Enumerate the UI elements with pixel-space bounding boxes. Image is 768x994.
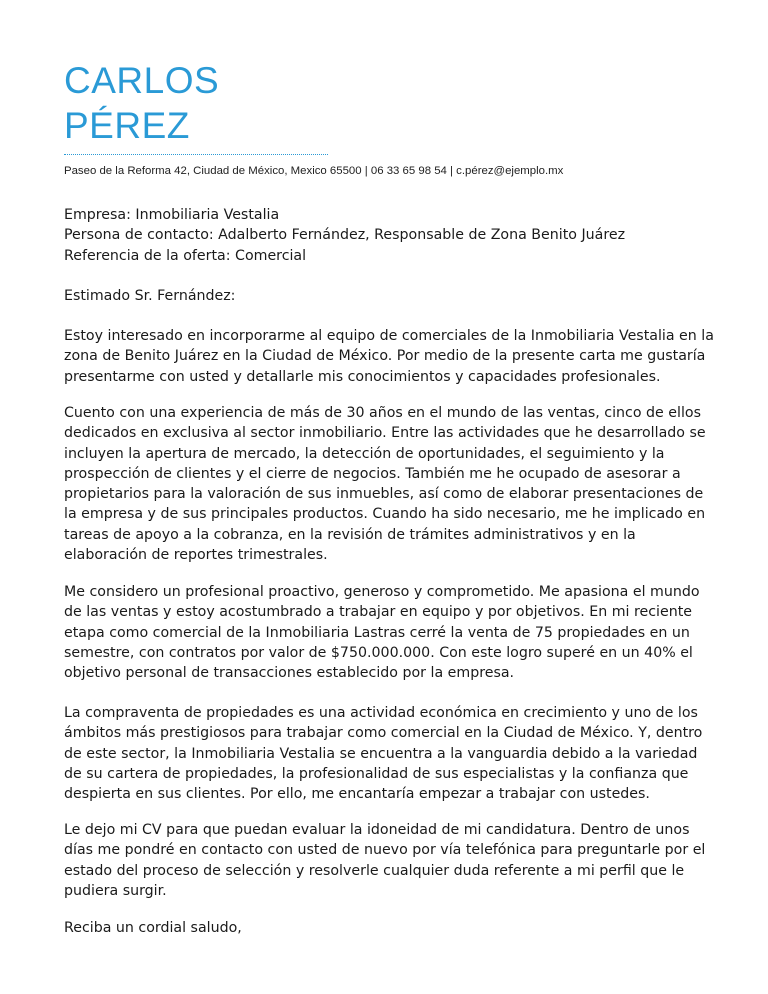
applicant-name bbox=[64, 58, 219, 148]
greeting: Estimado Sr. Fernández: bbox=[64, 288, 236, 304]
paragraph-line: Cuento con una experiencia de más de 30 años en el mundo de las ventas, cinco de ellos bbox=[64, 405, 701, 421]
paragraph-line: tareas de apoyo a la cobranza, en la revisión de trámites administrativos y en la bbox=[64, 526, 636, 543]
paragraph-line: semestre, con contratos por valor de $750.000.000. Con este logro superé en un 40% el bbox=[64, 644, 693, 661]
paragraph-line: de su cartera de propiedades, la profesionalidad de sus especialistas y la confianza que bbox=[64, 765, 689, 782]
contact-person-line: Persona de contacto: Adalberto Fernández, Responsable de Zona Benito Juárez bbox=[64, 227, 626, 244]
paragraph-line: etapa como comercial de la Inmobiliaria Lastras cerré la venta de 75 propiedades en un bbox=[64, 624, 690, 641]
contact-line: Paseo de la Reforma 42, Ciudad de México, Mexico 65500 | 06 33 65 98 54 | c.pérez@ejemplo.mx bbox=[64, 165, 564, 177]
paragraph-line: pudiera surgir. bbox=[64, 882, 167, 899]
paragraph-line: estado del proceso de selección y resolverle cualquier duda referente a mi perfil que le bbox=[64, 862, 685, 879]
paragraph-line: propietarios para la valoración de sus inmuebles, así como de elaborar presentaciones de bbox=[64, 486, 704, 503]
paragraph-line: Le dejo mi CV para que puedan evaluar la idoneidad de mi candidatura. Dentro de unos bbox=[64, 822, 690, 838]
paragraph-line: días me pondré en contacto con usted de nuevo por vía telefónica para preguntarle por el bbox=[64, 842, 706, 859]
body-paragraph-4 bbox=[64, 703, 714, 804]
company-line: Empresa: Inmobiliaria Vestalia bbox=[64, 207, 280, 223]
paragraph-line: la empresa y de sus principales productos. Cuando ha sido necesario, me he implicado en bbox=[64, 506, 706, 523]
paragraph-line: despierta en sus clientes. Por ello, me encantaría empezar a trabajar con ustedes. bbox=[64, 786, 650, 803]
recipient-details bbox=[64, 205, 714, 266]
header-divider bbox=[64, 154, 328, 155]
paragraph-line: elaboración de reportes trimestrales. bbox=[64, 547, 328, 564]
last-name: PÉREZ bbox=[64, 105, 190, 146]
paragraph-line: de este sector, la Inmobiliaria Vestalia se encuentra a la vanguardia debido a la variedad bbox=[64, 745, 698, 762]
paragraph-line: de las ventas y estoy acostumbrado a trabajar en equipo y por objetivos. En mi reciente bbox=[64, 604, 692, 621]
paragraph-line: presentarme con usted y detallarle mis conocimientos y capacidades profesionales. bbox=[64, 368, 661, 385]
paragraph-line: dedicados en exclusiva al sector inmobiliario. Entre las actividades que he desarrollado se bbox=[64, 425, 706, 442]
body-paragraph-1 bbox=[64, 326, 714, 387]
paragraph-line: ámbitos más prestigiosos para trabajar como comercial en la Ciudad de México. Y, dentro bbox=[64, 725, 703, 742]
body-paragraph-5 bbox=[64, 820, 714, 901]
paragraph-line: Estoy interesado en incorporarme al equipo de comerciales de la Inmobiliaria Vestalia en la bbox=[64, 328, 714, 344]
paragraph-line: prospección de clientes y el cierre de negocios. También me he ocupado de asesorar a bbox=[64, 465, 681, 482]
closing: Reciba un cordial saludo, bbox=[64, 920, 242, 936]
body-paragraph-3 bbox=[64, 582, 714, 683]
first-name: CARLOS bbox=[64, 60, 220, 101]
paragraph-line: Me considero un profesional proactivo, generoso y comprometido. Me apasiona el mundo bbox=[64, 584, 700, 600]
reference-line: Referencia de la oferta: Comercial bbox=[64, 247, 307, 264]
paragraph-line: objetivo personal de transacciones establecido por la empresa. bbox=[64, 665, 515, 682]
body-paragraph-2 bbox=[64, 403, 714, 565]
paragraph-line: incluyen la apertura de mercado, la detección de oportunidades, el seguimiento y la bbox=[64, 445, 665, 462]
paragraph-line: La compraventa de propiedades es una actividad económica en crecimiento y uno de los bbox=[64, 705, 698, 721]
paragraph-line: zona de Benito Juárez en la Ciudad de México. Por medio de la presente carta me gustaría bbox=[64, 348, 706, 365]
